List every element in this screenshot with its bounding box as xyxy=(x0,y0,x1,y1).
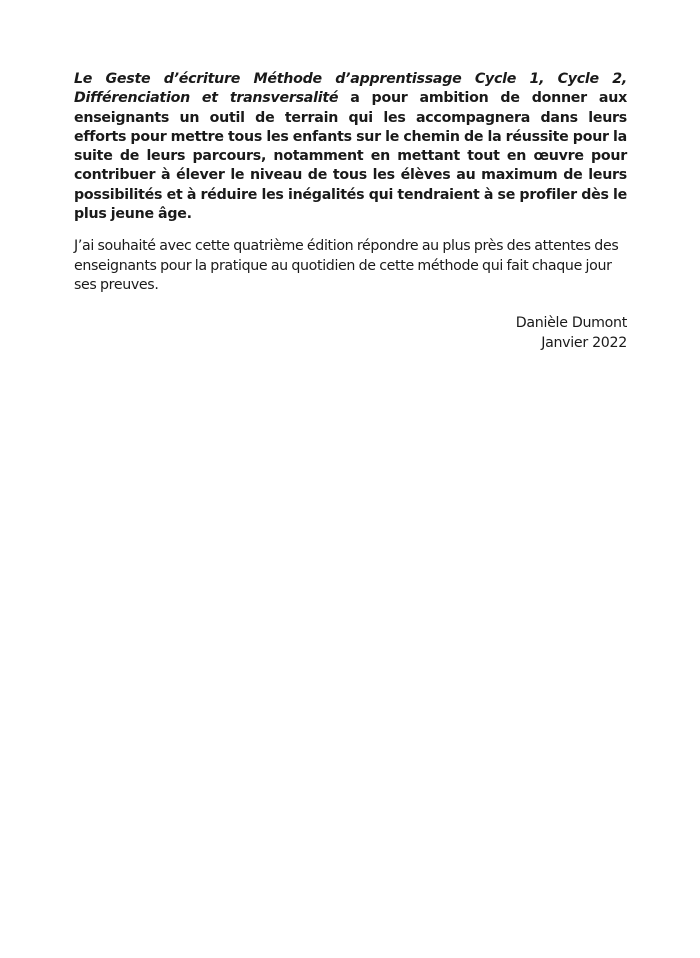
document-content xyxy=(74,70,627,353)
book-title: Le Geste d’écriture Méthode d’apprentissage Cycle 1, Cycle 2, Différenciation et transversalité xyxy=(74,71,627,107)
signature-block xyxy=(74,314,627,353)
edition-paragraph: J’ai souhaité avec cette quatrième édition répondre au plus près des attentes des enseignants pour la pratique au quotidien de cette méthode qui fait chaque jour ses preuves. xyxy=(74,238,619,293)
intro-paragraph xyxy=(74,70,627,224)
signature-date: Janvier 2022 xyxy=(541,334,627,351)
intro-paragraph-body: a pour ambition de donner aux enseignants un outil de terrain qui les accompagnera dans leurs efforts pour mettre tous les enfants sur le chemin de la réussite pour la suite de leurs parcours, notamment en mettant tout en œuvre pour contribuer à élever le niveau de tous les élèves au maximum de leurs possibilités et à réduire les inégalités qui tendraient à se profiler dès le plus jeune âge. xyxy=(74,90,627,223)
author-name: Danièle Dumont xyxy=(515,315,627,332)
